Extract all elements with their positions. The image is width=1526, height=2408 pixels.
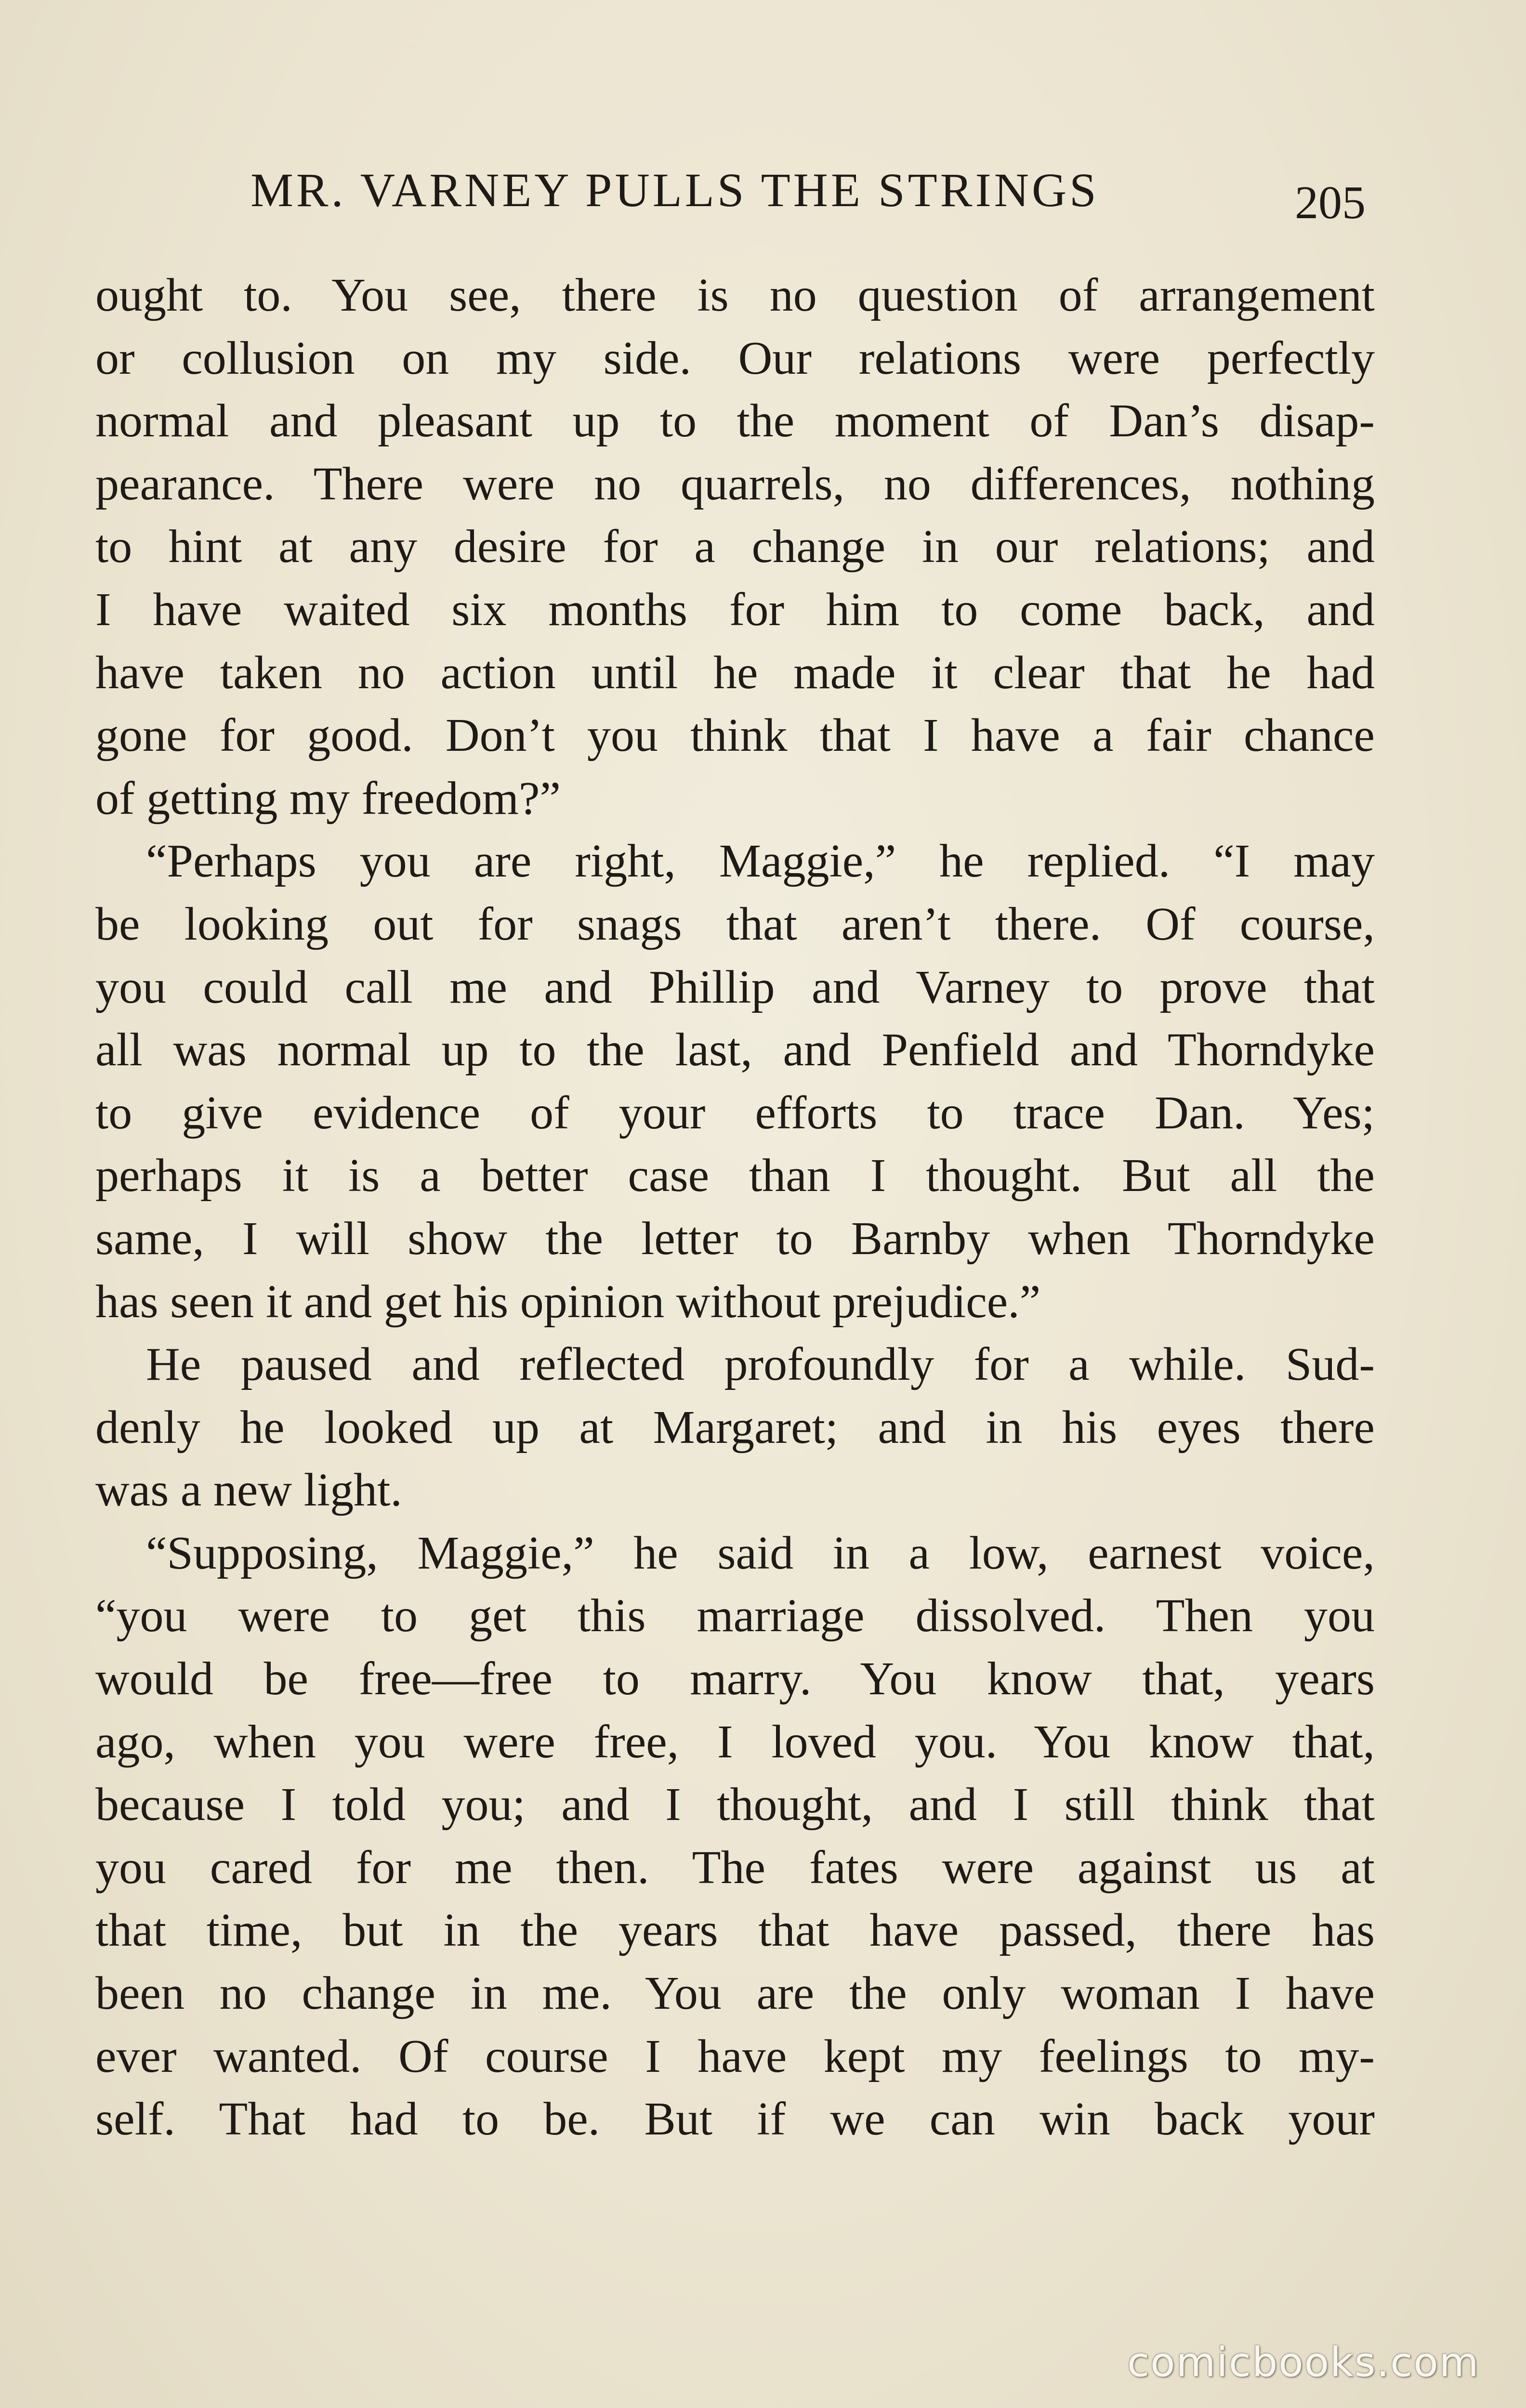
text-line: ought to. You see, there is no question of arrangement (95, 269, 1375, 321)
text-line: that time, but in the years that have passed, there has (95, 1904, 1375, 1957)
text-line: be looking out for snags that aren’t there. Of course, (95, 898, 1375, 950)
running-head: MR. VARNEY PULLS THE STRINGS (250, 163, 1099, 217)
text-line: denly he looked up at Margaret; and in his eyes there (95, 1401, 1375, 1453)
text-line: ago, when you were free, I loved you. You know that, (95, 1715, 1375, 1768)
text-line: you could call me and Phillip and Varney to prove that (95, 961, 1375, 1013)
text-line: been no change in me. You are the only woman I have (95, 1967, 1375, 2020)
text-line: “Perhaps you are right, Maggie,” he replied. “I may (146, 835, 1375, 888)
text-line: gone for good. Don’t you think that I have a fair chance (95, 709, 1375, 762)
text-line: ever wanted. Of course I have kept my feelings to my- (95, 2030, 1375, 2082)
text-line: has seen it and get his opinion without prejudice.” (95, 1275, 1041, 1328)
text-line: same, I will show the letter to Barnby when Thorndyke (95, 1212, 1375, 1265)
text-line: have taken no action until he made it clear that he had (95, 646, 1375, 699)
text-line: all was normal up to the last, and Penfield and Thorndyke (95, 1024, 1375, 1076)
text-line: perhaps it is a better case than I thought. But all the (95, 1150, 1375, 1202)
text-line: you cared for me then. The fates were against us at (95, 1841, 1375, 1894)
text-line: because I told you; and I thought, and I still think that (95, 1779, 1375, 1831)
text-line: I have waited six months for him to come back, and (95, 583, 1375, 636)
text-line: “Supposing, Maggie,” he said in a low, earnest voice, (146, 1527, 1375, 1579)
text-line: was a new light. (95, 1464, 402, 1517)
text-line: self. That had to be. But if we can win back your (95, 2093, 1375, 2146)
text-line: “you were to get this marriage dissolved. Then you (95, 1590, 1375, 1642)
body-text (95, 264, 1375, 2151)
page-number: 205 (1295, 177, 1366, 229)
text-line: of getting my freedom?” (95, 772, 561, 824)
text-line: would be free—free to marry. You know that, years (95, 1653, 1375, 1705)
text-line: or collusion on my side. Our relations were perfectly (95, 332, 1375, 384)
text-line: to hint at any desire for a change in our relations; and (95, 521, 1375, 573)
text-line: pearance. There were no quarrels, no differences, nothing (95, 458, 1375, 510)
text-line: normal and pleasant up to the moment of Dan’s disap- (95, 395, 1375, 447)
text-line: to give evidence of your efforts to trace Dan. Yes; (95, 1086, 1375, 1139)
text-line: He paused and reflected profoundly for a while. Sud- (146, 1338, 1375, 1391)
site-watermark: comicbooks.com (1127, 2339, 1480, 2386)
